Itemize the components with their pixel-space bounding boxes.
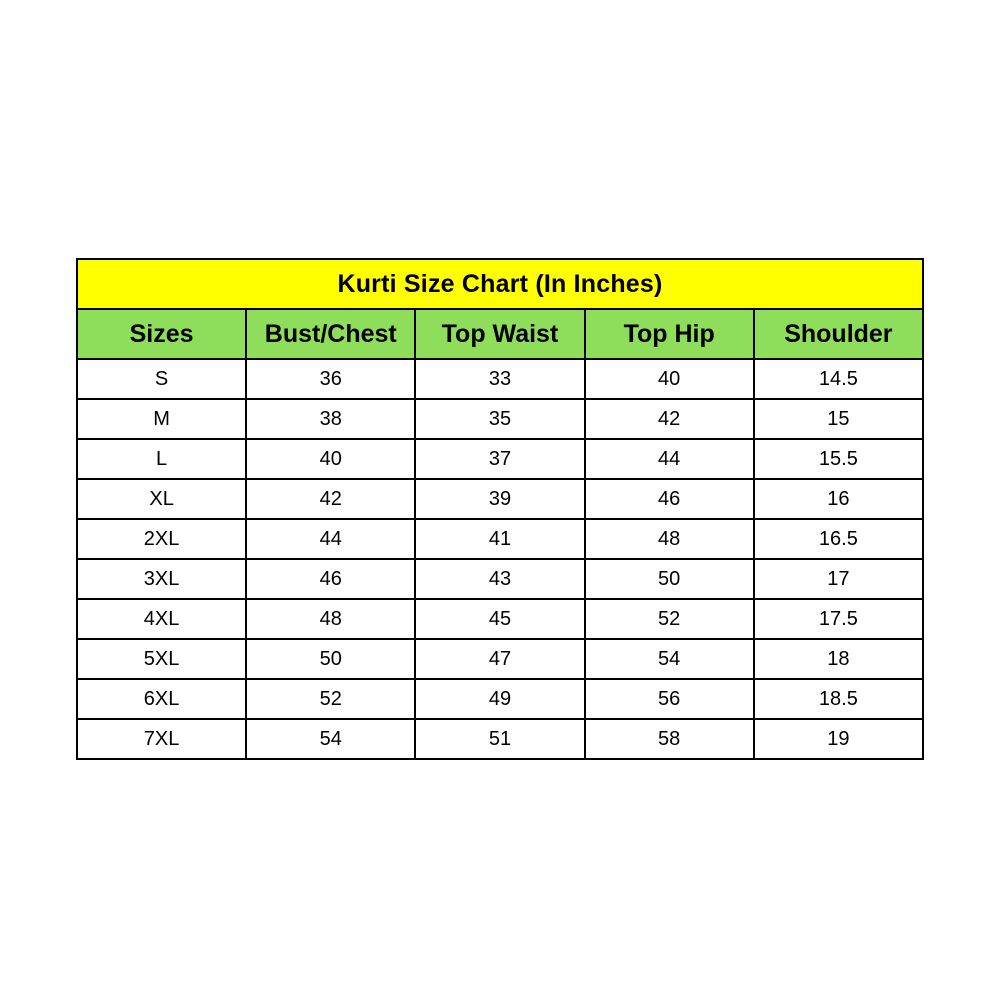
cell-top-waist: 35 bbox=[415, 399, 584, 439]
cell-bust-chest: 38 bbox=[246, 399, 415, 439]
cell-top-hip: 48 bbox=[585, 519, 754, 559]
column-header-sizes: Sizes bbox=[77, 309, 246, 359]
table-header-row bbox=[77, 309, 923, 359]
table-title-row bbox=[77, 259, 923, 309]
cell-bust-chest: 44 bbox=[246, 519, 415, 559]
cell-size: 4XL bbox=[77, 599, 246, 639]
cell-top-waist: 41 bbox=[415, 519, 584, 559]
cell-size: M bbox=[77, 399, 246, 439]
cell-size: 6XL bbox=[77, 679, 246, 719]
cell-shoulder: 17 bbox=[754, 559, 923, 599]
cell-top-waist: 37 bbox=[415, 439, 584, 479]
cell-bust-chest: 46 bbox=[246, 559, 415, 599]
cell-size: 3XL bbox=[77, 559, 246, 599]
cell-top-hip: 46 bbox=[585, 479, 754, 519]
cell-size: L bbox=[77, 439, 246, 479]
table-row bbox=[77, 479, 923, 519]
cell-bust-chest: 54 bbox=[246, 719, 415, 759]
cell-top-waist: 47 bbox=[415, 639, 584, 679]
table-row bbox=[77, 359, 923, 399]
cell-size: 7XL bbox=[77, 719, 246, 759]
table-row bbox=[77, 599, 923, 639]
cell-bust-chest: 40 bbox=[246, 439, 415, 479]
table-row bbox=[77, 639, 923, 679]
cell-shoulder: 15.5 bbox=[754, 439, 923, 479]
cell-shoulder: 18 bbox=[754, 639, 923, 679]
cell-bust-chest: 48 bbox=[246, 599, 415, 639]
cell-top-hip: 52 bbox=[585, 599, 754, 639]
column-header-bust-chest: Bust/Chest bbox=[246, 309, 415, 359]
cell-top-hip: 56 bbox=[585, 679, 754, 719]
kurti-size-chart-table bbox=[76, 258, 924, 760]
cell-top-hip: 42 bbox=[585, 399, 754, 439]
cell-bust-chest: 36 bbox=[246, 359, 415, 399]
cell-top-hip: 40 bbox=[585, 359, 754, 399]
cell-bust-chest: 52 bbox=[246, 679, 415, 719]
cell-top-waist: 49 bbox=[415, 679, 584, 719]
cell-shoulder: 17.5 bbox=[754, 599, 923, 639]
cell-top-hip: 44 bbox=[585, 439, 754, 479]
cell-top-hip: 58 bbox=[585, 719, 754, 759]
table-row bbox=[77, 519, 923, 559]
cell-shoulder: 18.5 bbox=[754, 679, 923, 719]
cell-size: S bbox=[77, 359, 246, 399]
table-row bbox=[77, 439, 923, 479]
cell-top-waist: 43 bbox=[415, 559, 584, 599]
cell-shoulder: 16.5 bbox=[754, 519, 923, 559]
column-header-top-hip: Top Hip bbox=[585, 309, 754, 359]
cell-top-hip: 54 bbox=[585, 639, 754, 679]
cell-shoulder: 14.5 bbox=[754, 359, 923, 399]
cell-size: 5XL bbox=[77, 639, 246, 679]
column-header-shoulder: Shoulder bbox=[754, 309, 923, 359]
size-chart-container bbox=[76, 258, 924, 750]
chart-title: Kurti Size Chart (In Inches) bbox=[77, 259, 923, 309]
cell-top-waist: 51 bbox=[415, 719, 584, 759]
table-row bbox=[77, 399, 923, 439]
cell-shoulder: 15 bbox=[754, 399, 923, 439]
column-header-top-waist: Top Waist bbox=[415, 309, 584, 359]
cell-top-waist: 33 bbox=[415, 359, 584, 399]
cell-top-waist: 45 bbox=[415, 599, 584, 639]
table-row bbox=[77, 679, 923, 719]
cell-bust-chest: 50 bbox=[246, 639, 415, 679]
cell-size: XL bbox=[77, 479, 246, 519]
cell-shoulder: 16 bbox=[754, 479, 923, 519]
cell-size: 2XL bbox=[77, 519, 246, 559]
cell-shoulder: 19 bbox=[754, 719, 923, 759]
cell-top-waist: 39 bbox=[415, 479, 584, 519]
cell-bust-chest: 42 bbox=[246, 479, 415, 519]
table-row bbox=[77, 719, 923, 759]
table-row bbox=[77, 559, 923, 599]
cell-top-hip: 50 bbox=[585, 559, 754, 599]
